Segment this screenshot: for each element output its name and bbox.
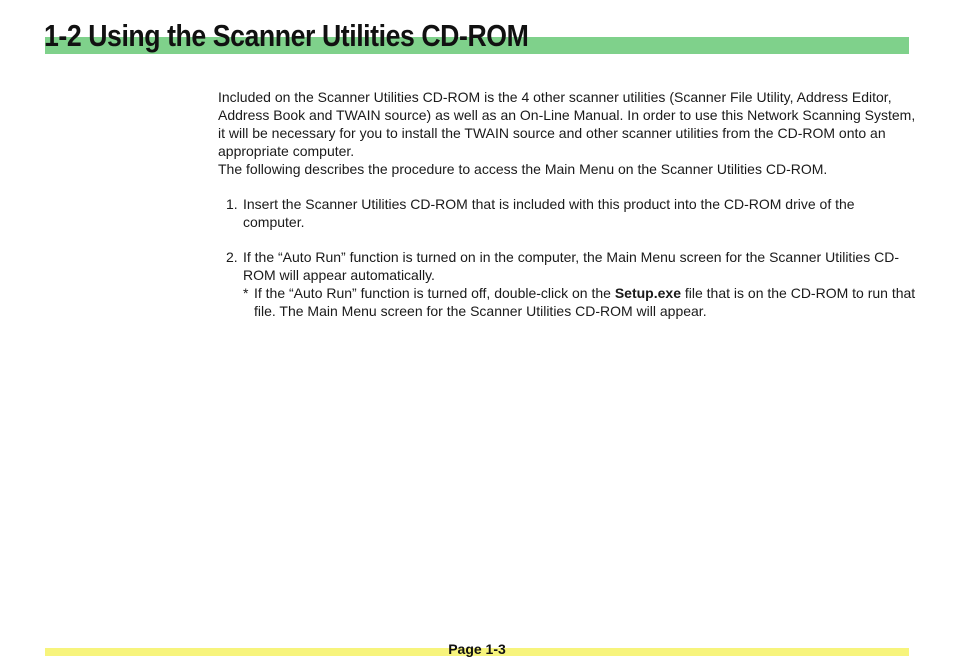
page-title: 1-2 Using the Scanner Utilities CD-ROM [44, 18, 529, 53]
note-marker: * [243, 285, 249, 301]
intro-paragraph-1: Included on the Scanner Utilities CD-ROM is the 4 other scanner utilities (Scanner File Utility, Address Editor, Address Book and TWAIN source) as well as an On-Line Manual. In order to use this Network Scanning System, it will be necessary for you to install the TWAIN source and other scanner utilities from the CD-ROM onto an appropriate computer. [218, 89, 916, 159]
steps-list [218, 195, 918, 320]
step-text: If the “Auto Run” function is turned on in the computer, the Main Menu screen for the Scanner Utilities CD-ROM will appear automatically. [243, 249, 899, 283]
note-text-before: If the “Auto Run” function is turned off, double-click on the [254, 285, 615, 301]
intro-paragraph-2: The following describes the procedure to access the Main Menu on the Scanner Utilities CD-ROM. [218, 161, 828, 177]
page-number: Page 1-3 [448, 641, 506, 657]
step-number: 1. [226, 196, 238, 212]
step-number: 2. [226, 249, 238, 265]
note-text-after: file that is on the CD-ROM to run that file. The Main Menu screen for the Scanner Utilities CD-ROM will appear. [254, 285, 916, 319]
setup-exe-filename: Setup.exe [614, 285, 681, 301]
step-item-1 [218, 195, 918, 231]
step-item-2 [218, 248, 918, 284]
body-content [218, 88, 918, 320]
step-note [218, 284, 918, 320]
step-text: Insert the Scanner Utilities CD-ROM that is included with this product into the CD-ROM drive of the computer. [243, 196, 855, 230]
